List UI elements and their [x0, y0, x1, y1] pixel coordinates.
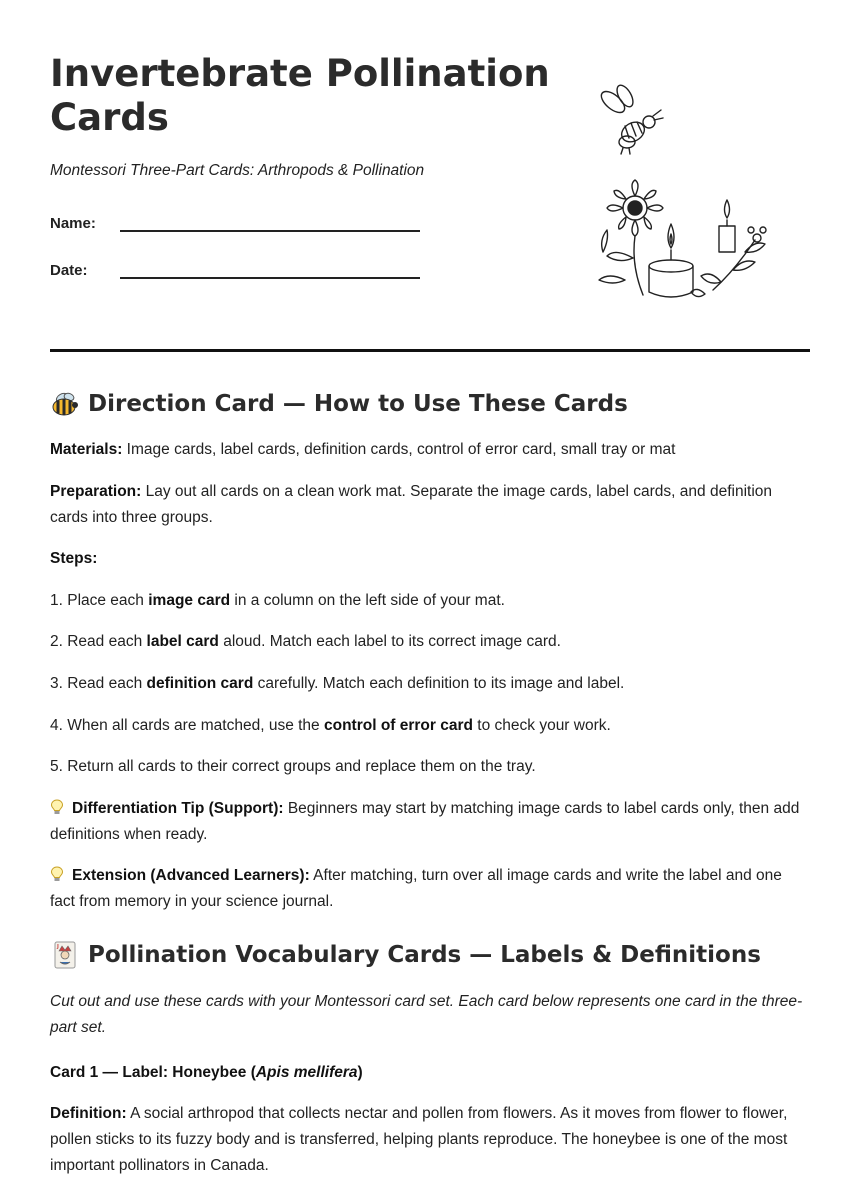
- step-text: to check your work.: [472, 717, 611, 734]
- step-item: [50, 671, 810, 697]
- extension-label: Extension (Advanced Learners):: [72, 867, 310, 884]
- card1-scientific-name: Apis mellifera: [255, 1064, 358, 1081]
- materials-text: Image cards, label cards, definition cards, control of error card, small tray or mat: [122, 441, 676, 458]
- bee-drawing-icon: [598, 83, 663, 154]
- preparation-label: Preparation:: [50, 483, 142, 500]
- header-divider: [50, 349, 810, 352]
- direction-heading-text: Direction Card — How to Use These Cards: [88, 391, 628, 417]
- card1-definition: [50, 1101, 810, 1179]
- card1-title-close: ): [357, 1064, 363, 1081]
- tip-text: Beginners may start by matching image cards to label cards only, then add definitions when ready.: [50, 800, 800, 843]
- materials-label: Materials:: [50, 441, 123, 458]
- step-emphasis: definition card: [146, 675, 254, 692]
- extension-text: After matching, turn over all image cards and write the label and one fact from memory in your science journal.: [50, 867, 782, 910]
- vocab-intro-text: Cut out and use these cards with your Montessori card set. Each card below represents one card in the three-part set.: [50, 993, 803, 1036]
- step-text: aloud. Match each label to its correct image card.: [218, 633, 561, 650]
- lightbulb-icon: [50, 866, 64, 882]
- name-field[interactable]: [50, 208, 420, 232]
- preparation-paragraph: [50, 479, 810, 531]
- page-title: Invertebrate Pollination Cards: [50, 52, 550, 139]
- tip-label: Differentiation Tip (Support):: [72, 800, 284, 817]
- card1-title-text: Card 1 — Label: Honeybee (: [50, 1064, 256, 1081]
- date-label: Date:: [50, 262, 88, 279]
- name-label: Name:: [50, 215, 96, 232]
- card1-definition-text: A social arthropod that collects nectar and pollen from flowers. As it moves from flower to flower, pollen sticks to its fuzzy body and is transferred, helping plants reproduce. The honeybee is one of the most important pollinators in Canada.: [50, 1105, 788, 1174]
- step-text: 4. When all cards are matched, use the: [50, 717, 324, 734]
- step-emphasis: image card: [148, 592, 231, 609]
- date-line[interactable]: [120, 255, 420, 279]
- step-emphasis: label card: [146, 633, 219, 650]
- page-subtitle: Montessori Three-Part Cards: Arthropods & Pollination: [50, 162, 425, 179]
- card1-definition-label: Definition:: [50, 1105, 127, 1122]
- date-field[interactable]: [50, 255, 420, 279]
- step-text: 5. Return all cards to their correct groups and replace them on the tray.: [50, 758, 536, 775]
- vocab-heading-text: Pollination Vocabulary Cards — Labels & Definitions: [88, 942, 761, 968]
- name-line[interactable]: [120, 208, 420, 232]
- step-item: [50, 754, 810, 780]
- flower-drawing-icon: [599, 180, 663, 295]
- bee-icon: [50, 389, 80, 419]
- step-item: [50, 588, 810, 614]
- direction-heading: [50, 389, 628, 419]
- step-item: [50, 713, 810, 739]
- step-item: [50, 629, 810, 655]
- joker-card-icon: [50, 940, 80, 970]
- step-text: 1. Place each: [50, 592, 149, 609]
- step-text: carefully. Match each definition to its image and label.: [253, 675, 625, 692]
- materials-paragraph: [50, 437, 810, 463]
- card1-title: [50, 1060, 810, 1086]
- differentiation-tip: [50, 796, 810, 848]
- steps-heading: [50, 546, 810, 572]
- step-text: in a column on the left side of your mat.: [230, 592, 505, 609]
- svg-text:J: J: [57, 944, 59, 950]
- vocab-heading: [50, 940, 761, 970]
- step-emphasis: control of error card: [323, 717, 473, 734]
- step-text: 2. Read each: [50, 633, 147, 650]
- candle-drawing-icon: [649, 224, 693, 297]
- preparation-text: Lay out all cards on a clean work mat. Separate the image cards, label cards, and definition cards into three groups.: [50, 483, 772, 526]
- vocab-intro: [50, 989, 810, 1041]
- small-candle-drawing-icon: [719, 200, 735, 252]
- lightbulb-icon: [50, 799, 64, 815]
- extension-tip: [50, 863, 810, 915]
- vine-drawing-icon: [691, 227, 766, 297]
- bee-flowers-candles-illustration: [585, 80, 775, 310]
- steps-label: Steps:: [50, 550, 98, 567]
- step-text: 3. Read each: [50, 675, 147, 692]
